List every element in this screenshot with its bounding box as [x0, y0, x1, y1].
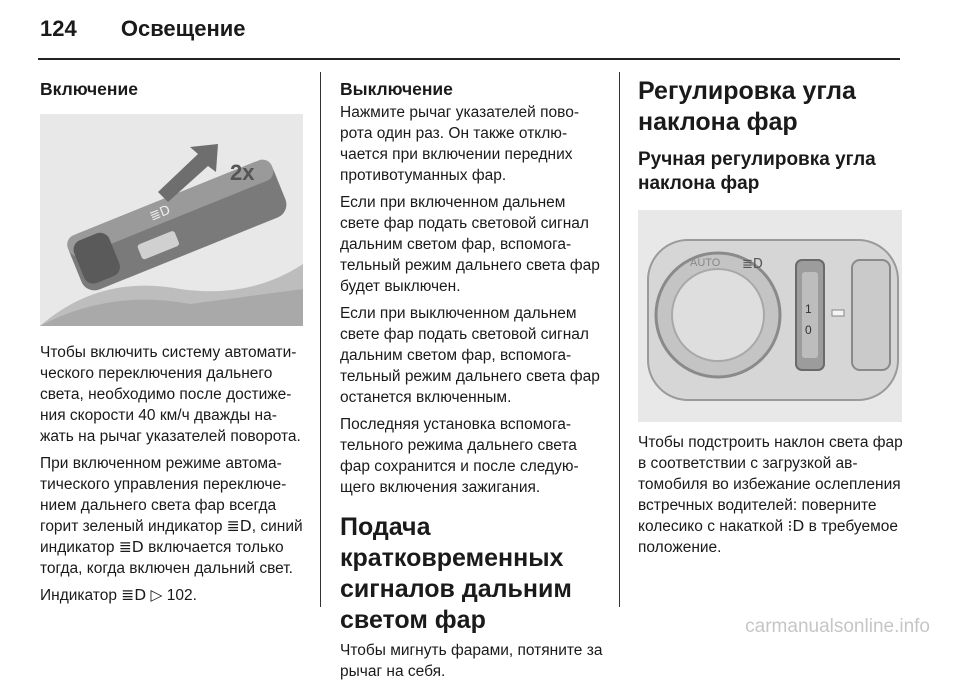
- section-heading-disable: Выключение: [340, 79, 453, 99]
- column-2: [340, 72, 605, 688]
- section-title-headlight-flash: Подача кратковременных сигналов дальним светом фар: [340, 513, 572, 634]
- paragraph: Нажмите рычаг указателей поворота один раз. Он также отключается при включении передних противотуманных фар.: [340, 104, 579, 184]
- paragraph: Если при включенном дальнем свете фар подать световой сигнал дальним светом фар, вспомогательный режим дальнего света фар будет выключен.: [340, 194, 600, 295]
- turn-signal-lever-illustration: [40, 114, 303, 326]
- column-3: [638, 72, 903, 564]
- watermark: carmanualsonline.info: [745, 616, 930, 637]
- svg-text:≣D: ≣D: [147, 202, 173, 225]
- auto-label: AUTO: [690, 257, 721, 269]
- column-1: [40, 72, 305, 612]
- paragraph: При включенном режиме автоматического управления переключением дальнего света фар всегда горит зеленый индикатор ≣D, синий индикатор ≣D включается только тогда, когда включен дальний свет.: [40, 455, 303, 577]
- paragraph: Чтобы подстроить наклон света фар в соответствии с загрузкой автомобиля во избежание ослепления встречных водителей: поверните колесико с накаткой ⁝D в требуемое положение.: [638, 434, 903, 556]
- paragraph: Если при выключенном дальнем свете фар подать световой сигнал дальним светом фар, вспомогательный режим дальнего света фар останется включенным.: [340, 305, 600, 406]
- section-heading-enable: Включение: [40, 79, 138, 99]
- subheading-manual-range: Ручная регулировка угла наклона фар: [638, 149, 876, 194]
- page-title: Освещение: [120, 16, 246, 41]
- svg-text:≣D: ≣D: [742, 257, 763, 272]
- headlight-range-control-illustration: [638, 210, 902, 422]
- page-reference-arrow-icon: ▷: [150, 586, 163, 604]
- range-wheel-label-0: 0: [805, 323, 812, 337]
- high-beam-indicator-icon: ≣D: [118, 538, 144, 556]
- section-title-headlight-range: Регулировка угла наклона фар: [638, 77, 856, 136]
- paragraph: Индикатор ≣D ▷ 102.: [40, 586, 197, 604]
- auto-high-beam-indicator-icon: ≣D: [121, 586, 147, 604]
- header-rule: [38, 58, 900, 60]
- page-header: [40, 16, 246, 42]
- paragraph: Последняя установка вспомогательного режима дальнего света фар сохранится и после следующего включения зажигания.: [340, 416, 579, 496]
- headlight-range-wheel-icon: ⁝D: [787, 517, 805, 535]
- page-reference: 102.: [166, 587, 197, 604]
- range-wheel-label-1: 1: [805, 302, 812, 316]
- paragraph: Чтобы мигнуть фарами, потяните за рычаг на себя.: [340, 642, 603, 680]
- auto-high-beam-indicator-icon: ≣D: [226, 517, 252, 535]
- column-divider: [619, 72, 620, 607]
- column-divider: [320, 72, 321, 607]
- page-number: 124: [40, 16, 77, 41]
- paragraph: Чтобы включить систему автоматического переключения дальнего света, необходимо после достижения скорости 40 км/ч дважды нажать на рычаг указателей поворота.: [40, 344, 301, 445]
- double-press-label: 2x: [230, 160, 255, 185]
